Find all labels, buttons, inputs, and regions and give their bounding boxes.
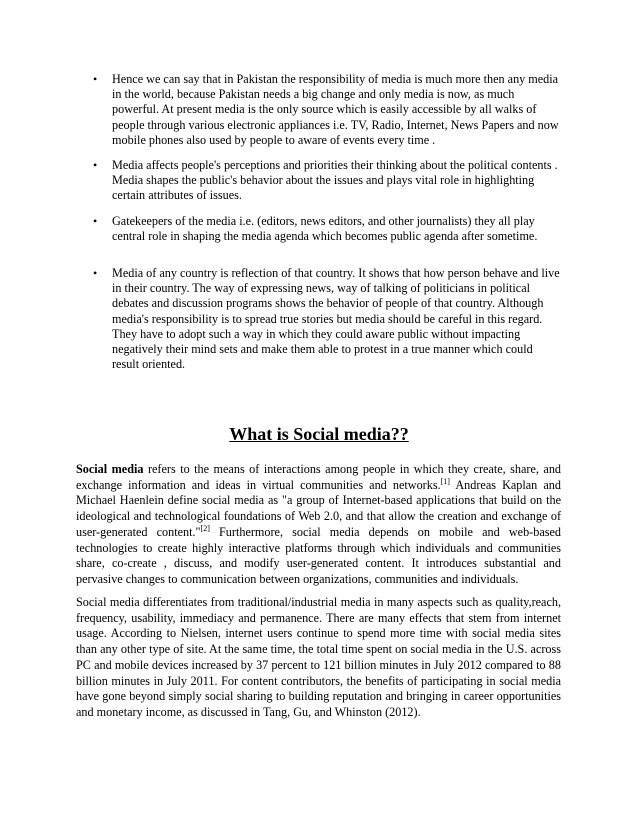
paragraph-text: Andreas Kaplan and Michael Haenlein define social media as "a group of Internet-based applications that build on the ideological and technological foundations of Web 2.0, and that allow the creation and exchange of user-generated content." xyxy=(76,477,561,539)
bullet-icon: • xyxy=(93,72,98,86)
paragraph-text: Furthermore, social media depends on mobile and web-based technologies to create highly interactive platforms through which individuals and communities share, co-create , discuss, and modify user-generated content. It introduces substantial and pervasive changes to communication between organizations, communities and individuals. xyxy=(76,524,561,586)
bullet-icon: • xyxy=(93,266,98,281)
bullet-list xyxy=(72,72,562,372)
section-heading: What is Social media?? xyxy=(229,424,409,444)
bullet-text: Gatekeepers of the media i.e. (editors, news editors, and other journalists) they all play central role in shaping the media agenda which becomes public agenda after sometime. xyxy=(112,213,538,243)
bullet-icon: • xyxy=(93,158,98,173)
list-item xyxy=(72,266,562,372)
list-item xyxy=(72,158,562,204)
citation-1: [1] xyxy=(440,476,450,486)
term-social-media: Social media xyxy=(76,462,144,476)
paragraph-text: refers to the means of interactions among people in which they create, share, and exchange information and ideas in virtual communities and networks. xyxy=(76,462,562,492)
list-item xyxy=(72,214,562,244)
bullet-text: Media of any country is reflection of that country. It shows that how person behave and live in their country. The way of expressing news, way of talking of politicians in political debates and discussion programs shows the behavior of people of that country. Although media's responsibility is to spread true stories but media should be careful in this regard. They have to adopt such a way in which they could aware public without impacting negatively their mind sets and make them able to protest in a true manner which could result oriented. xyxy=(112,266,560,372)
paragraph-definition xyxy=(76,462,561,588)
bullet-icon: • xyxy=(93,213,98,228)
paragraph-differences: Social media differentiates from traditional/industrial media in many aspects such as quality,reach, frequency, usability, immediacy and permanence. There are many effects that stem from internet usage. According to Nielsen, internet users continue to spend more time with social media sites than any other type of site. At the same time, the total time spent on social media in the U.S. across PC and mobile devices increased by 37 percent to 121 billion minutes in July 2012 compared to 88 billion minutes in July 2011. For content contributors, the benefits of participating in social media have gone beyond simply social sharing to building reputation and bringing in career opportunities and monetary income, as discussed in Tang, Gu, and Whinston (2012). xyxy=(76,595,561,719)
list-item xyxy=(72,72,562,148)
citation-2: [2] xyxy=(200,523,210,533)
bullet-text: Hence we can say that in Pakistan the responsibility of media is much more then any media in the world, because Pakistan needs a big change and only media is now, as much powerful. At present media is the only source which is easily accessible by all walks of people through various electronic appliances i.e. TV, Radio, Internet, News Papers and now mobile phones also used by people to aware of events every time . xyxy=(112,72,559,147)
bullet-text: Media affects people's perceptions and priorities their thinking about the political contents . Media shapes the public's behavior about the issues and plays vital role in highlighting certain attributes of issues. xyxy=(112,158,558,203)
